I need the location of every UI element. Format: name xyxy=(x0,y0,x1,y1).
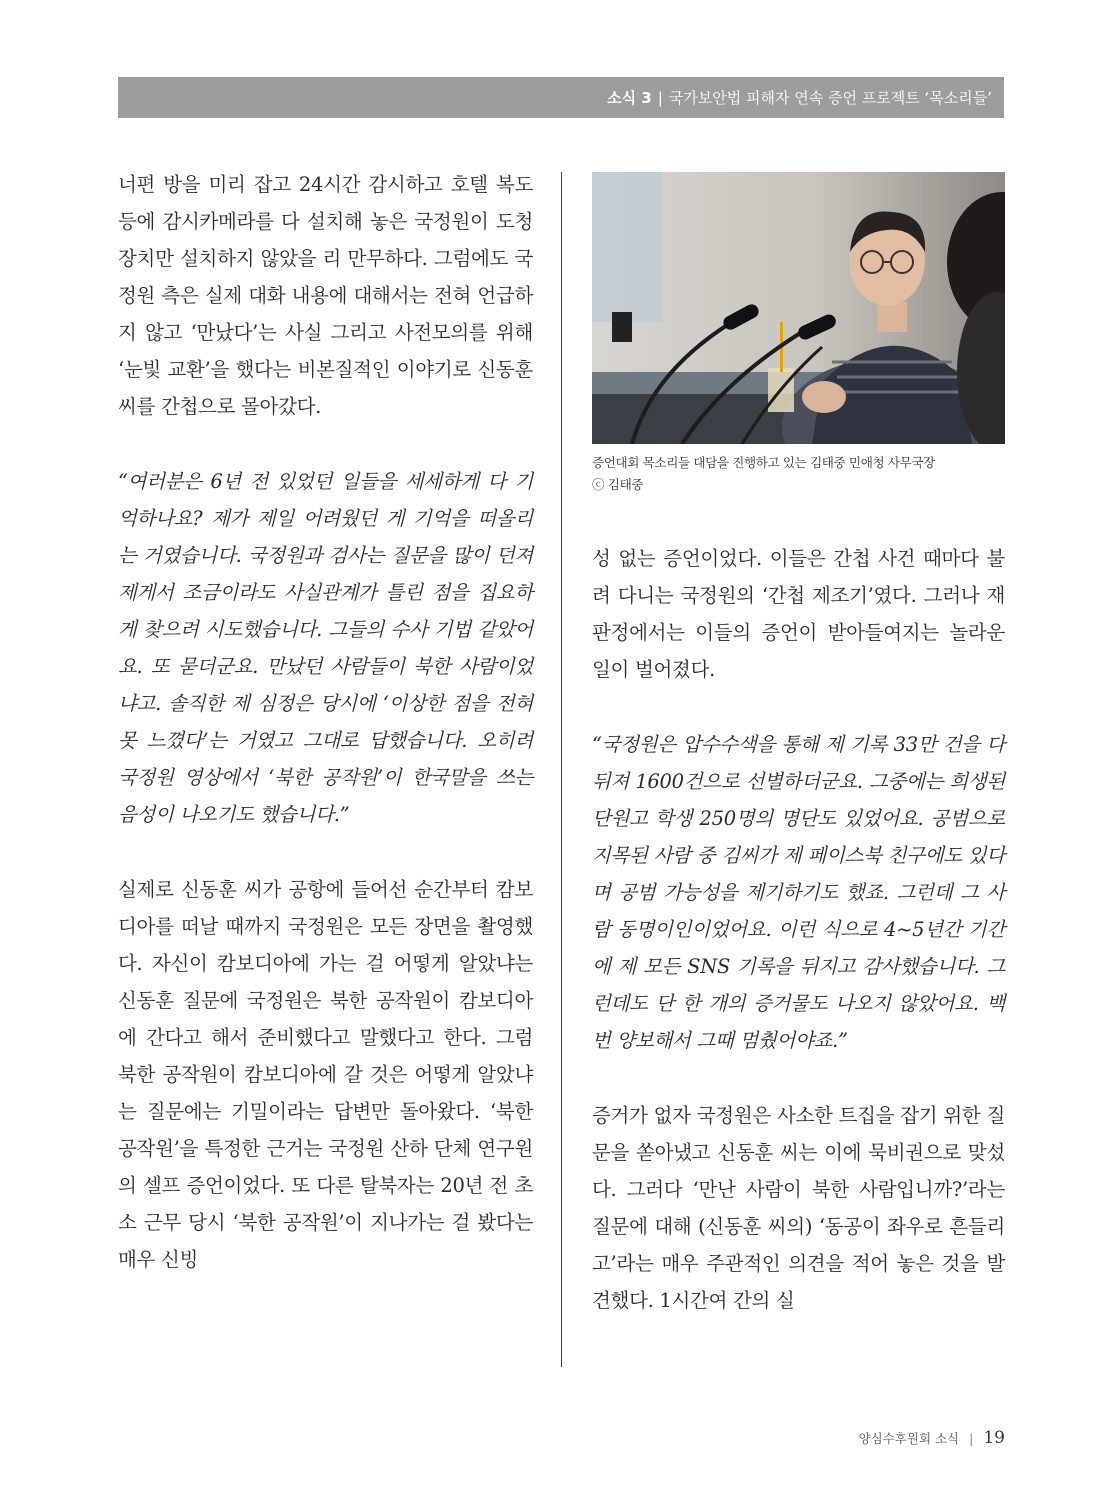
header-title: 국가보안법 피해자 연속 증언 프로젝트 ‘목소리들’ xyxy=(668,89,992,107)
section-label: 소식 3 xyxy=(607,89,652,107)
right-column xyxy=(592,540,1005,1319)
interview-quote: “국정원은 압수수색을 통해 제 기록 33만 건을 다 뒤져 1600건으로 선별하더군요. 그중에는 희생된 단원고 학생 250명의 명단도 있었어요. 공범으로 지목된 사람 중 김씨가 제 페이스북 친구에도 있다며 공범 가능성을 제기하기도 했죠. 그런데 그 사람 동명이인이었어요. 이런 식으로 4~5년간 기간에 제 모든 SNS 기록을 뒤지고 감사했습니다. 그런데도 단 한 개의 증거물도 나오지 않았어요. 백번 양보해서 그때 멈췄어야죠.” xyxy=(592,733,1005,1052)
footer-separator: | xyxy=(969,1430,974,1446)
photo-interview xyxy=(592,172,1005,444)
publication-name: 양심수후원회 소식 xyxy=(858,1431,960,1446)
page-footer xyxy=(859,1428,1005,1448)
left-column xyxy=(118,166,533,1278)
body-paragraph: 실제로 신동훈 씨가 공항에 들어선 순간부터 캄보디아를 떠날 때까지 국정원은 모든 장면을 촬영했다. 자신이 캄보디아에 가는 걸 어떻게 알았냐는 신동훈 질문에 국정원은 북한 공작원이 캄보디아에 간다고 해서 준비했다고 말했다고 한다. 그럼 북한 공작원이 캄보디아에 갈 것은 어떻게 알았냐는 질문에는 기밀이라는 답변만 돌아왔다. ‘북한 공작원’을 특정한 근거는 국정원 산하 단체 연구원의 셀프 증언이었다. 또 다른 탈북자는 20년 전 초소 근무 당시 ‘북한 공작원’이 지나가는 걸 봤다는 매우 신빙 xyxy=(118,878,533,1271)
caption-line: 증언대회 목소리들 대담을 진행하고 있는 김태중 민애청 사무국장 xyxy=(592,455,935,470)
photo-caption xyxy=(592,452,1012,496)
page-number: 19 xyxy=(983,1428,1005,1448)
header-separator: | xyxy=(657,88,663,107)
body-paragraph: 성 없는 증언이었다. 이들은 간첩 사건 때마다 불려 다니는 국정원의 ‘간첩 제조기’였다. 그러나 재판정에서는 이들의 증언이 받아들여지는 놀라운 일이 벌어졌다. xyxy=(592,547,1005,681)
running-header xyxy=(118,77,1004,118)
interview-quote: “여러분은 6년 전 있었던 일들을 세세하게 다 기억하나요? 제가 제일 어려웠던 게 기억을 떠올리는 거였습니다. 국정원과 검사는 질문을 많이 던져 제게서 조금이라도 사실관계가 틀린 점을 집요하게 찾으려 시도했습니다. 그들의 수사 기법 같았어요. 또 묻더군요. 만났던 사람들이 북한 사람이었냐고. 솔직한 제 심정은 당시에 ‘이상한 점을 전혀 못 느꼈다’는 거였고 그대로 답했습니다. 오히려 국정원 영상에서 ‘북한 공작원’이 한국말을 쓰는 음성이 나오기도 했습니다.” xyxy=(118,470,533,826)
photo-illustration xyxy=(592,172,1005,444)
caption-credit: ⓒ 김태중 xyxy=(592,477,644,492)
body-paragraph: 너편 방을 미리 잡고 24시간 감시하고 호텔 복도 등에 감시카메라를 다 설치해 놓은 국정원이 도청 장치만 설치하지 않았을 리 만무하다. 그럼에도 국정원 측은 실제 대화 내용에 대해서는 전혀 언급하지 않고 ‘만났다’는 사실 그리고 사전모의를 위해 ‘눈빛 교환’을 했다는 비본질적인 이야기로 신동훈 씨를 간첩으로 몰아갔다. xyxy=(118,173,533,418)
column-divider xyxy=(561,172,562,1367)
body-paragraph: 증거가 없자 국정원은 사소한 트집을 잡기 위한 질문을 쏟아냈고 신동훈 씨는 이에 묵비권으로 맞섰다. 그러다 ‘만난 사람이 북한 사람입니까?’라는 질문에 대해 (신동훈 씨의) ‘동공이 좌우로 흔들리고’라는 매우 주관적인 의견을 적어 놓은 것을 발견했다. 1시간여 간의 실 xyxy=(592,1104,1005,1312)
